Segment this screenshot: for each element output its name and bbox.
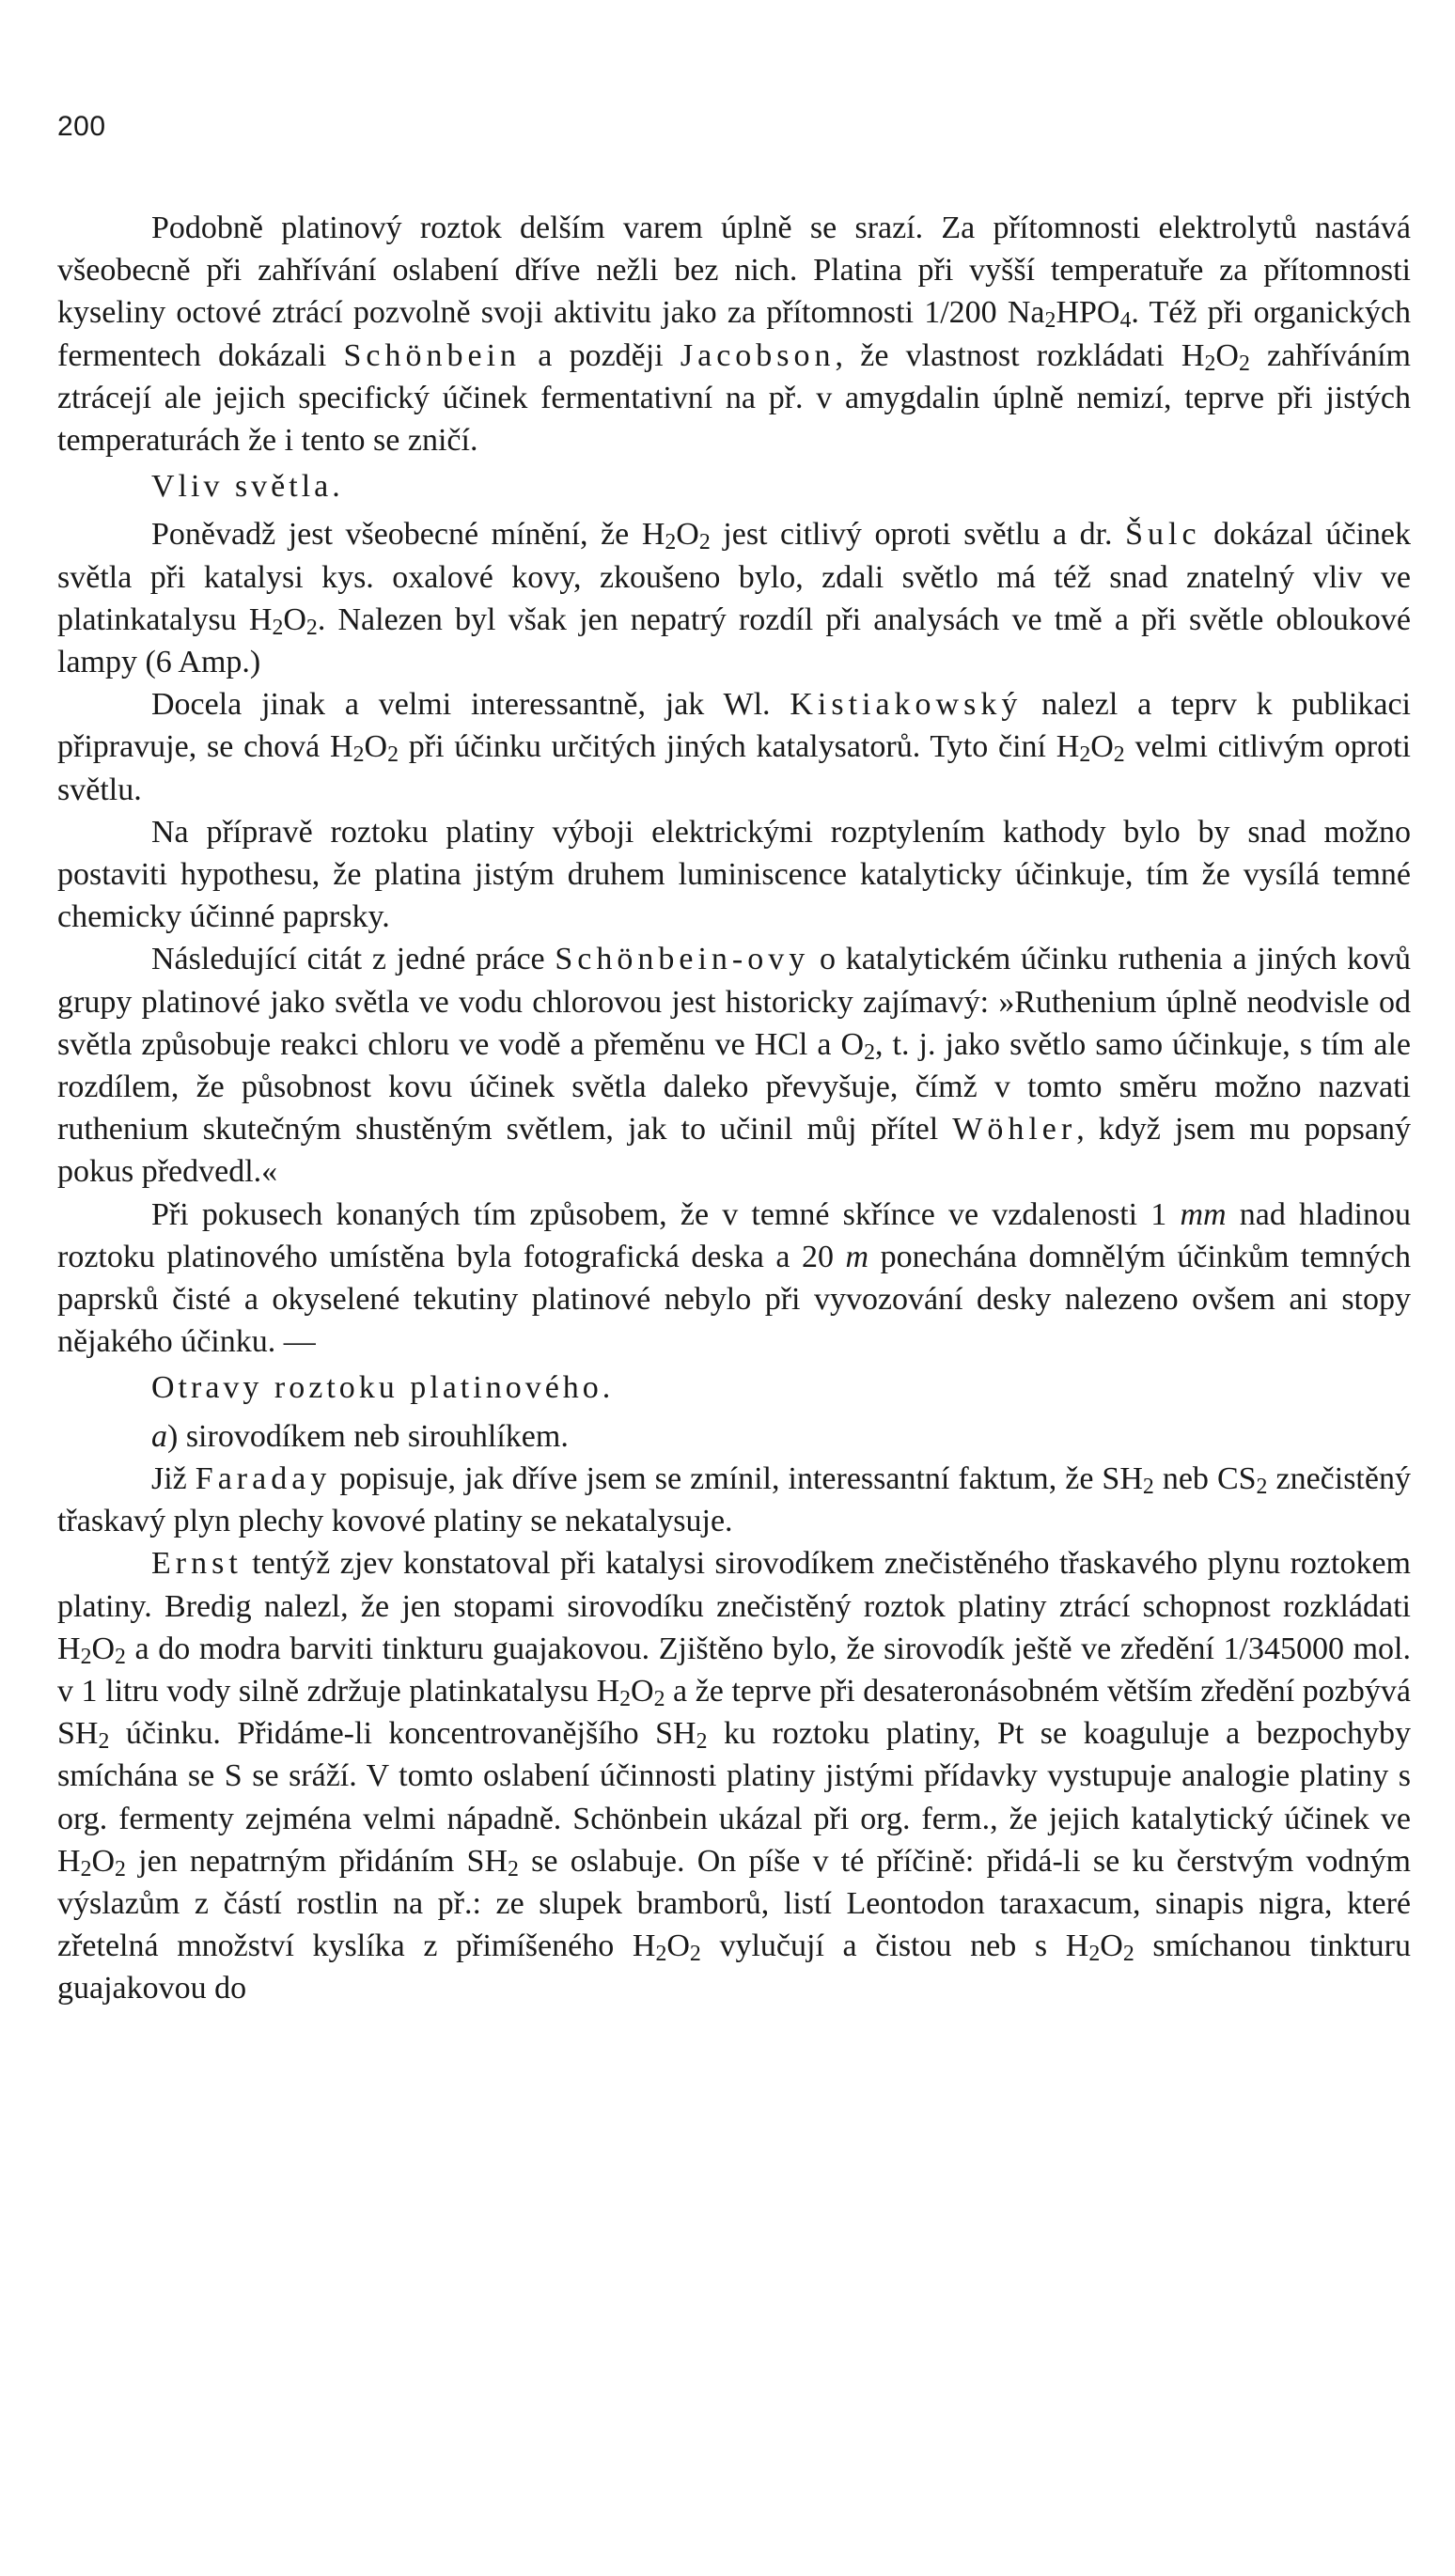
text-run: smíchanou tinkturu guajakovou do (57, 1928, 1411, 2006)
text-run: HPO (1056, 295, 1120, 331)
text-run: . Též při organických fermentech dokázali (57, 295, 1411, 373)
text-run: O (364, 729, 388, 765)
paragraph (57, 683, 1411, 811)
subscript: 2 (619, 1687, 632, 1712)
text-run: a později (521, 337, 681, 373)
subscript: 2 (80, 1644, 92, 1669)
subscript: 2 (1204, 351, 1216, 376)
subscript: 2 (696, 1729, 708, 1755)
text-run: neb CS (1153, 1460, 1257, 1496)
text-run: , t. j. jako světlo samo účinkuje, s tím ale rozdílem, že působnost kovu účinek světla daleko převyšuje, čímž v tomto směru možno nazvati ruthenium skutečným shustěným světlem, jak to učinil můj přítel (57, 1026, 1412, 1147)
spaced-name: Šulc (1125, 517, 1201, 553)
text-run: O (91, 1843, 116, 1879)
text-run: dokázal účinek světla při katalysi kys. oxalové kovy, zkoušeno bylo, zdali světlo má též snad znatelný vliv ve platinkatalysu H (57, 517, 1411, 637)
spaced-name: Wöhler (952, 1112, 1077, 1147)
text-run: Na přípravě roztoku platiny výboji elektrickými rozptylením kathody bylo by snad možno postaviti hypothesu, že platina jistým druhem luminiscence katalyticky účinkuje, tím že vysílá temné chemicky účinné paprsky. (57, 814, 1411, 935)
spaced-name: Ernst (151, 1546, 242, 1582)
subscript: 2 (80, 1856, 92, 1881)
body-text (57, 207, 1411, 2010)
subscript: 2 (1122, 1942, 1134, 1967)
text-run: ponechána domnělým účinkům temných paprsků čisté a okyselené tekutiny platinové nebylo při vyvozování desky nalezeno ovšem ani stopy nějakého účinku. — (57, 1239, 1411, 1360)
text-run: O (1100, 1928, 1123, 1964)
paragraph (57, 513, 1411, 683)
subscript: 2 (689, 1942, 701, 1967)
text-run: Již (151, 1460, 196, 1496)
text-run: O (1090, 729, 1114, 765)
subscript: 2 (1079, 742, 1091, 768)
subscript: 2 (1142, 1475, 1154, 1500)
subscript: 2 (1256, 1475, 1268, 1500)
paragraph (57, 938, 1411, 1193)
paragraph (57, 1194, 1411, 1364)
text-run: Následující citát z jedné práce (151, 942, 555, 977)
italic-text: a (151, 1418, 167, 1454)
subscript: 2 (387, 742, 399, 768)
text-run: a že teprve při desateronásobném větším zředění pozbývá SH (57, 1673, 1411, 1752)
text-run: vylučují a čistou neb s H (700, 1928, 1089, 1964)
text-run: Při pokusech konaných tím způsobem, že v temné skřínce ve vzdalenosti 1 (151, 1196, 1181, 1232)
subscript: 2 (305, 616, 318, 641)
text-run: Docela jinak a velmi interessantně, jak Wl. (151, 687, 790, 723)
text-run: O (666, 1928, 690, 1964)
subscript: 2 (864, 1040, 875, 1066)
page-number: 200 (57, 111, 106, 142)
text-run: , že vlastnost rozkládati H (835, 337, 1205, 373)
subscript: 2 (272, 616, 284, 641)
spaced-name: Jacobson (680, 337, 836, 373)
text-run: velmi citlivým oproti světlu. (57, 729, 1412, 807)
spaced-name: Faraday (195, 1460, 332, 1496)
subscript: 2 (1088, 1942, 1101, 1967)
text-run: . Nalezen byl však jen nepatrý rozdíl při analysách ve tmě a při světle obloukové lampy (6 Amp.) (57, 601, 1411, 680)
text-run: při účinku určitých jiných katalysatorů. Tyto činí H (398, 729, 1080, 765)
text-run: ku roztoku platiny, Pt se koaguluje a bezpochyby smíchána se S se sráží. V tomto oslabení účinnosti platiny jistými přídavky vystupuje analogie platiny s org. fermenty zejména velmi nápadně. Schönbein ukázal při org. ferm., že jejich katalytický účinek ve H (57, 1716, 1412, 1879)
spaced-name: Schönbein-ovy (555, 942, 810, 977)
italic-text: m (845, 1239, 869, 1274)
text-run: zahříváním ztrácejí ale jejich specifický účinek fermentativní na př. v amygdalin úplně nemizí, teprve při jistých temperaturách že i tento se zničí. (57, 337, 1411, 459)
text-run: Podobně platinový roztok delším varem úplně se srazí. Za přítomnosti elektrolytů nastává všeobecně při zahřívání oslabení dříve nežli bez nich. Platina při vyšší temperatuře za přítomnosti kyseliny octové ztrácí pozvolně svoji aktivitu jako za přítomnosti 1/200 Na (57, 211, 1411, 331)
text-run: O (283, 601, 306, 637)
text-run: Vliv světla. (151, 469, 344, 505)
subscript: 2 (98, 1729, 110, 1755)
subscript: 2 (665, 530, 677, 555)
text-run: O (631, 1673, 654, 1709)
subscript: 4 (1119, 308, 1132, 334)
italic-text: mm (1180, 1196, 1227, 1232)
subscript: 2 (115, 1644, 126, 1669)
text-run: O (91, 1631, 116, 1666)
text-run: Otravy roztoku platinového. (151, 1370, 615, 1406)
paragraph (57, 1458, 1411, 1542)
text-run: nalezl a teprv k publikaci připravuje, se chová H (57, 687, 1411, 765)
text-run: tentýž zjev konstatoval při katalysi sirovodíkem znečistěného třaskavého plynu roztokem platiny. Bredig nalezl, že jen stopami sirovodíku znečistěný roztok platiny ztrácí schopnost rozkládati H (57, 1546, 1411, 1666)
subscript: 2 (115, 1856, 126, 1881)
paragraph (57, 1542, 1411, 2009)
spaced-name: Kistiakowský (790, 687, 1023, 723)
text-run: účinku. Přidáme-li koncentrovanějšího SH (109, 1716, 696, 1752)
text-run: O (1215, 337, 1239, 373)
text-run: o katalytickém účinku ruthenia a jiných kovů grupy platinové jako světla ve vodu chlorovou jest historicky zajímavý: »Ruthenium úplně neodvisle od světla způsobuje reakci chloru ve vodě a přeměnu ve HCl a O (57, 942, 1411, 1062)
text-run: jen nepatrným přidáním SH (125, 1843, 508, 1879)
spaced-name: Schönbein (343, 337, 522, 373)
section-heading (57, 1366, 1411, 1409)
text-run: ) sirovodíkem neb sirouhlíkem. (167, 1418, 569, 1454)
subscript: 2 (653, 1687, 665, 1712)
paragraph (57, 811, 1411, 939)
subscript: 2 (698, 530, 711, 555)
subscript: 2 (352, 742, 365, 768)
text-run: jest citlivý oproti světlu a dr. (710, 517, 1126, 553)
text-run: Poněvadž jest všeobecné mínění, že H (151, 517, 665, 553)
section-heading (57, 465, 1411, 507)
paragraph (57, 207, 1411, 461)
subscript: 2 (1113, 742, 1125, 768)
text-run: popisuje, jak dříve jsem se zmínil, interessantní faktum, že SH (331, 1460, 1143, 1496)
text-run: O (676, 517, 699, 553)
subscript: 2 (1238, 351, 1250, 376)
text-run: znečistěný třaskavý plyn plechy kovové platiny se nekatalysuje. (57, 1460, 1411, 1539)
subscript: 2 (655, 1942, 667, 1967)
subsection-heading (57, 1415, 1411, 1458)
subscript: 2 (508, 1856, 519, 1881)
text-run: a do modra barviti tinkturu guajakovou. Zjištěno bylo, že sirovodík ještě ve zředění 1/345000 mol. v 1 litru vody silně zdržuje platinkatalysu H (57, 1631, 1411, 1709)
subscript: 2 (1044, 308, 1056, 334)
text-run: , když jsem mu popsaný pokus předvedl.« (57, 1112, 1411, 1190)
text-run: se oslabuje. On píše v té příčině: přidá-li se ku čerstvým vodným výslazům z částí rostlin na př.: ze slupek bramborů, listí Leontodon taraxacum, sinapis nigra, které zřetelná množství kyslíka z přimíšeného H (57, 1843, 1411, 1964)
text-run: nad hladinou roztoku platinového umístěna byla fotografická deska a 20 (57, 1196, 1412, 1274)
